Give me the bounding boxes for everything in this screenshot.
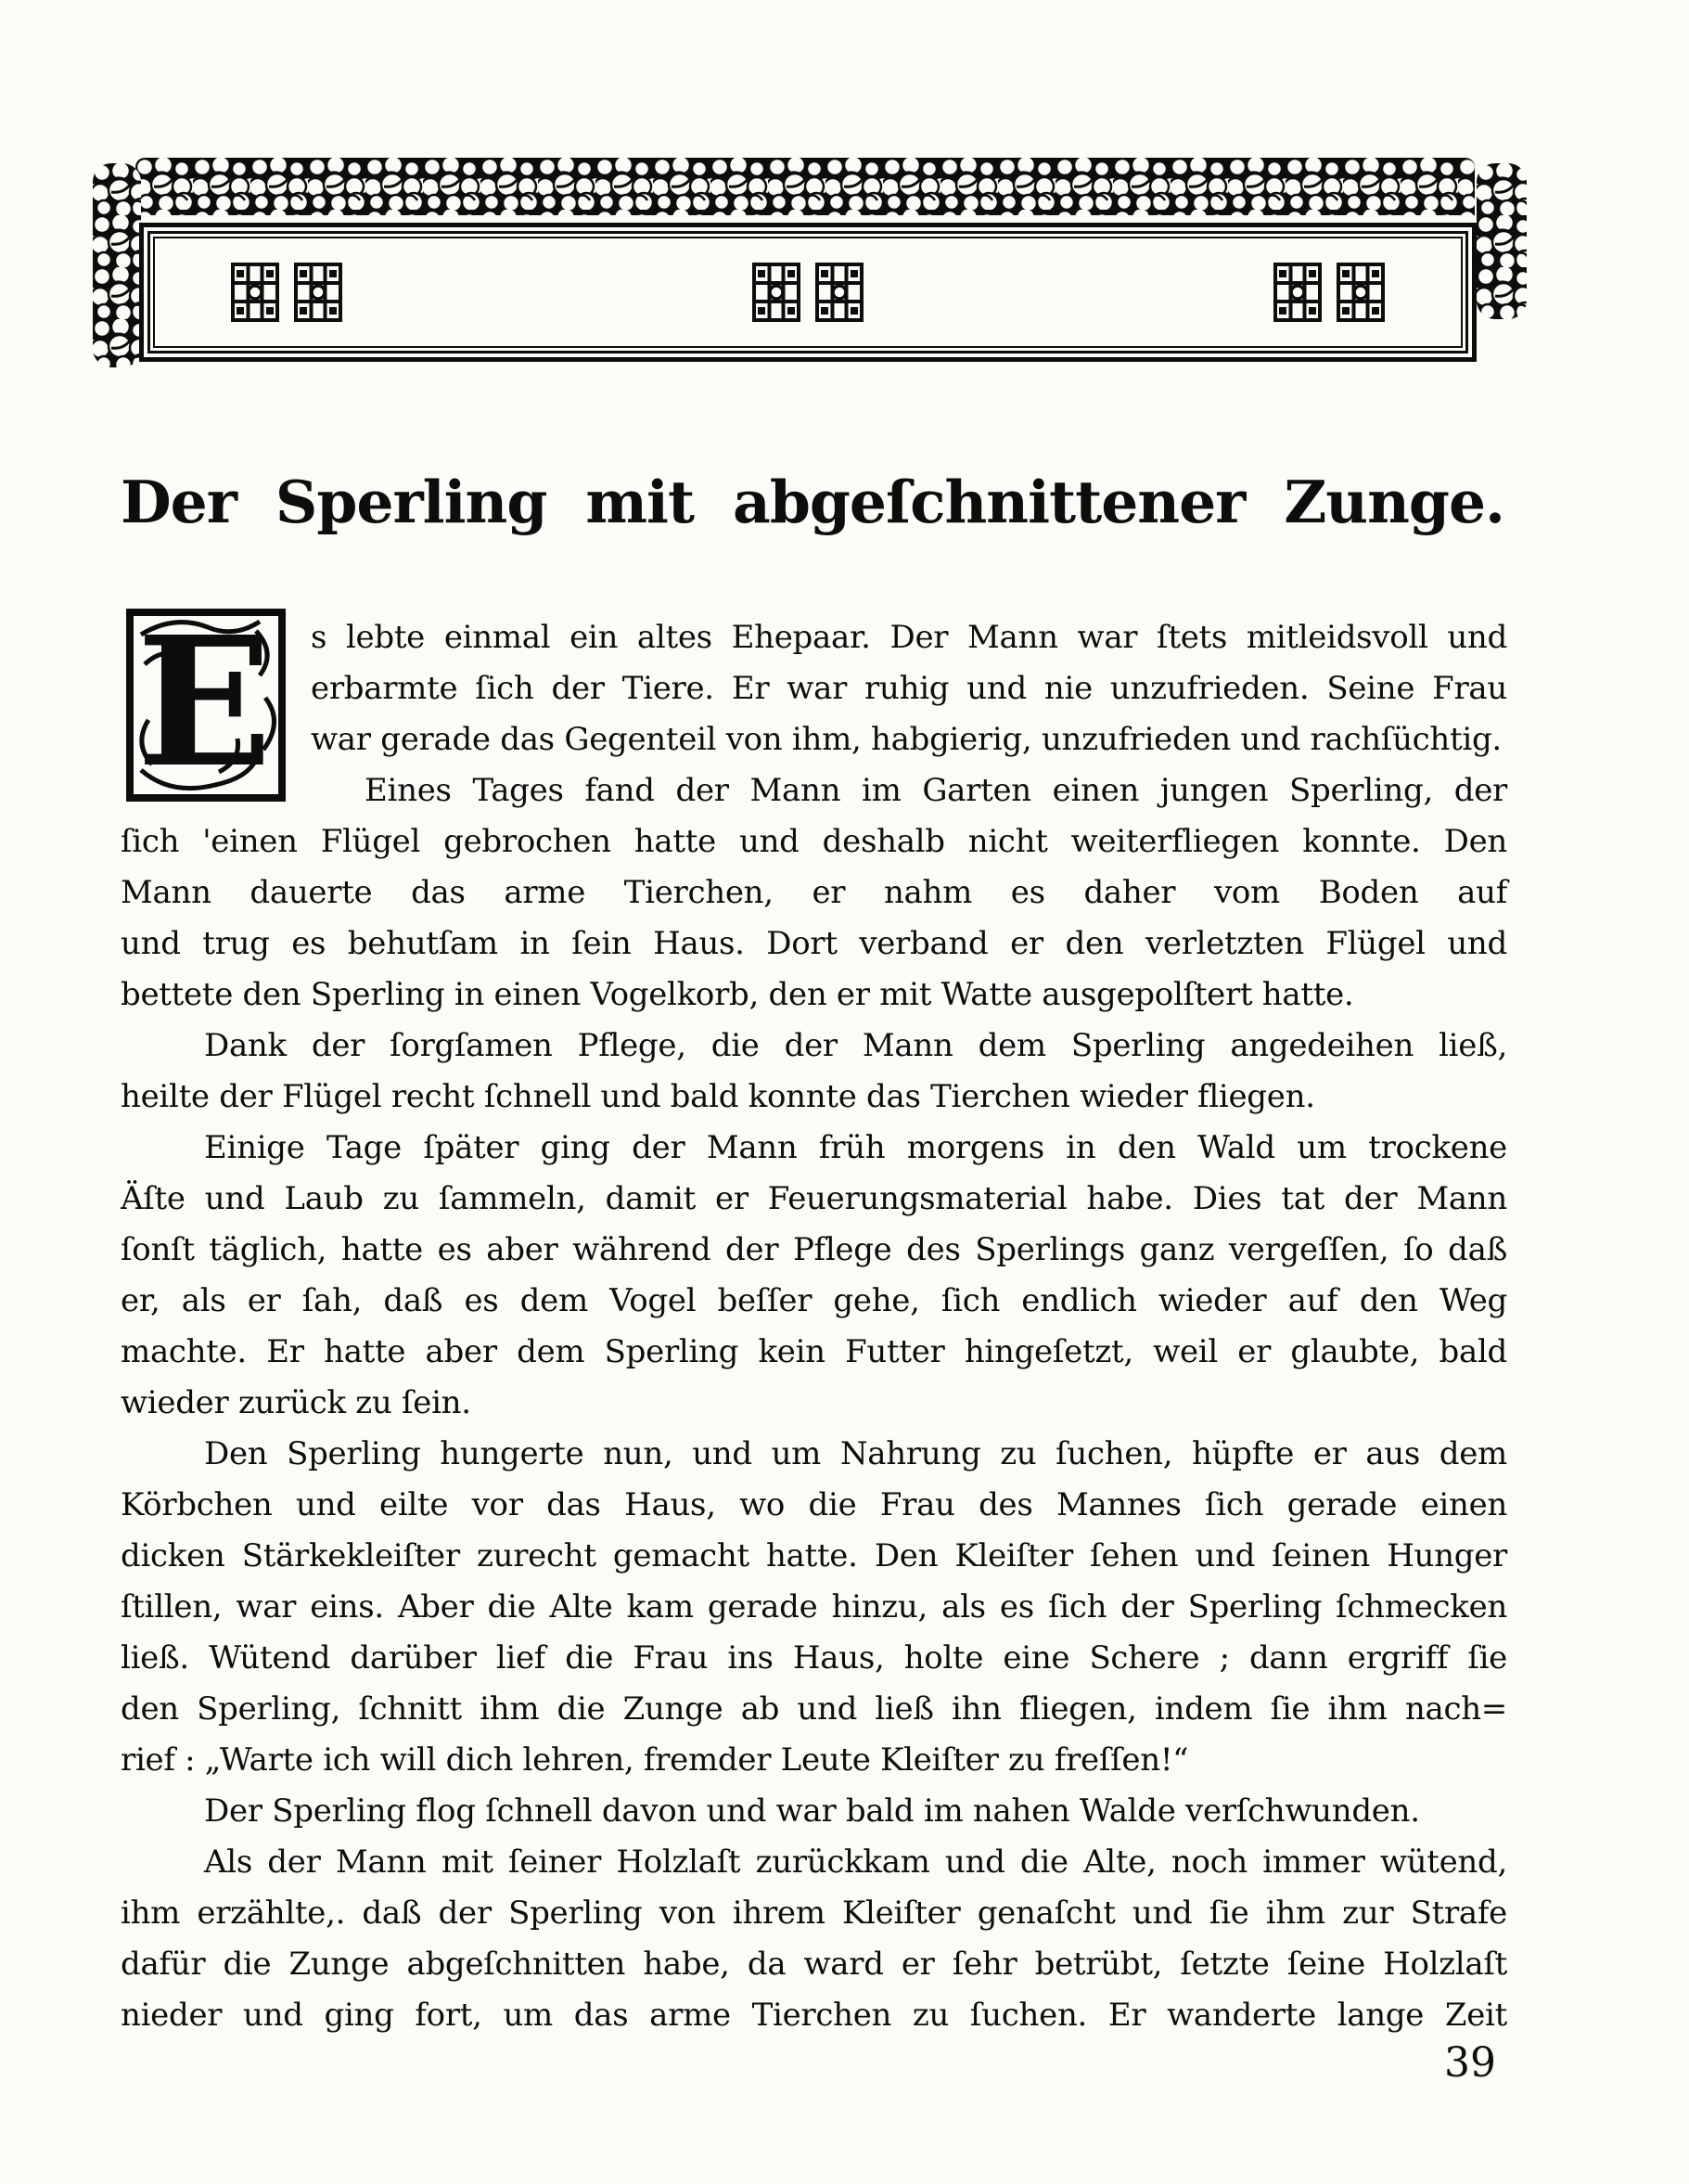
text-line: er, als er ſah, daß es dem Vogel beſſer gehe, ſich endlich wieder auf den Weg [121,1282,1507,1319]
grid-square-pair-center [752,263,864,322]
text-line: Mann dauerte das arme Tierchen, er nahm es daher vom Boden auf [121,874,1507,911]
text-line: Körbchen und eilte vor das Haus, wo die Frau des Mannes ſich gerade einen [121,1486,1507,1523]
text-line: Äſte und Laub zu ſammeln, damit er Feuerungsmaterial habe. Dies tat der Mann [121,1180,1507,1217]
frame-middle-border [147,231,1468,353]
text-line: Dank der ſorgſamen Pflege, die der Mann dem Sperling angedeihen ließ, [204,1027,1507,1064]
grid-square-pair-left [231,263,342,322]
text-line: war gerade das Gegenteil von ihm, habgierig, unzufrieden und rachſüchtig. [311,721,1502,758]
berry-cluster-right-ornament [1477,163,1527,319]
text-line: den Sperling, ſchnitt ihm die Zunge ab und ließ ihn fliegen, indem ſie ihm nach= [121,1690,1507,1728]
frame-inner-border [153,237,1463,348]
text-line: Als der Mann mit ſeiner Holzlaſt zurückkam und die Alte, noch immer wütend, [204,1844,1507,1881]
text-line: s lebte einmal ein altes Ehepaar. Der Mann war ſtets mitleidsvoll und [311,619,1507,656]
text-line: ließ. Wütend darüber lief die Frau ins Haus, holte eine Schere ; dann ergriff ſie [121,1639,1507,1677]
text-line: machte. Er hatte aber dem Sperling kein Futter hingeſetzt, weil er glaubte, bald [121,1333,1507,1370]
ornament-frame-panel [139,223,1477,362]
berry-frieze-ornament [135,158,1475,215]
text-line: Einige Tage ſpäter ging der Mann früh morgens in den Wald um trockene [204,1129,1507,1166]
text-line: dafür die Zunge abgeſchnitten habe, da ward er ſehr betrübt, ſetzte ſeine Holzlaſt [121,1946,1507,1983]
story-text [121,609,1507,2041]
drop-cap-letter: E [136,609,272,802]
text-line: nieder und ging fort, um das arme Tierchen zu ſuchen. Er wanderte lange Zeit [121,1997,1507,2034]
grid-square-pair-right [1273,263,1385,322]
text-line: ſonſt täglich, hatte es aber während der Pflege des Sperlings ganz vergeſſen, ſo daß [121,1231,1507,1268]
text-line: wieder zurück zu ſein. [121,1384,471,1421]
page-number: 39 [1444,2039,1496,2087]
grid-square-ornament [294,263,342,322]
grid-square-ornament [231,263,279,322]
text-line: heilte der Flügel recht ſchnell und bald konnte das Tierchen wieder fliegen. [121,1078,1315,1115]
text-line: erbarmte ſich der Tiere. Er war ruhig und nie unzufrieden. Seine Frau [311,670,1507,707]
drop-cap-initial [126,609,286,802]
text-line: Der Sperling flog ſchnell davon und war bald im nahen Walde verſchwunden. [204,1792,1420,1830]
grid-square-ornament [815,263,864,322]
text-line: und trug es behutſam in ſein Haus. Dort verband er den verletzten Flügel und [121,925,1507,962]
text-line: Eines Tages fand der Mann im Garten einen jungen Sperling, der [365,772,1507,809]
text-line: ſtillen, war eins. Aber die Alte kam gerade hinzu, als es ſich der Sperling ſchmecken [121,1588,1507,1625]
page-title: Der Sperling mit abgeſchnittener Zunge. [121,468,1504,536]
grid-square-ornament [1273,263,1322,322]
body-lines [121,612,1507,2041]
text-line: ſich 'einen Flügel gebrochen hatte und deshalb nicht weiterfliegen konnte. Den [121,823,1507,860]
text-line: bettete den Sperling in einen Vogelkorb, den er mit Watte ausgepolſtert hatte. [121,976,1354,1013]
berry-cluster-left-ornament [93,163,141,367]
text-line: rief : „Warte ich will dich lehren, fremder Leute Kleiſter zu freſſen!“ [121,1741,1189,1779]
text-line: Den Sperling hungerte nun, und um Nahrung zu ſuchen, hüpfte er aus dem [204,1435,1507,1472]
grid-square-ornament [752,263,800,322]
text-line: ihm erzählte,. daß der Sperling von ihrem Kleiſter genaſcht und ſie ihm zur Strafe [121,1895,1507,1932]
grid-square-ornament [1337,263,1385,322]
text-line: dicken Stärkekleiſter zurecht gemacht hatte. Den Kleiſter ſehen und ſeinen Hunger [121,1537,1507,1574]
